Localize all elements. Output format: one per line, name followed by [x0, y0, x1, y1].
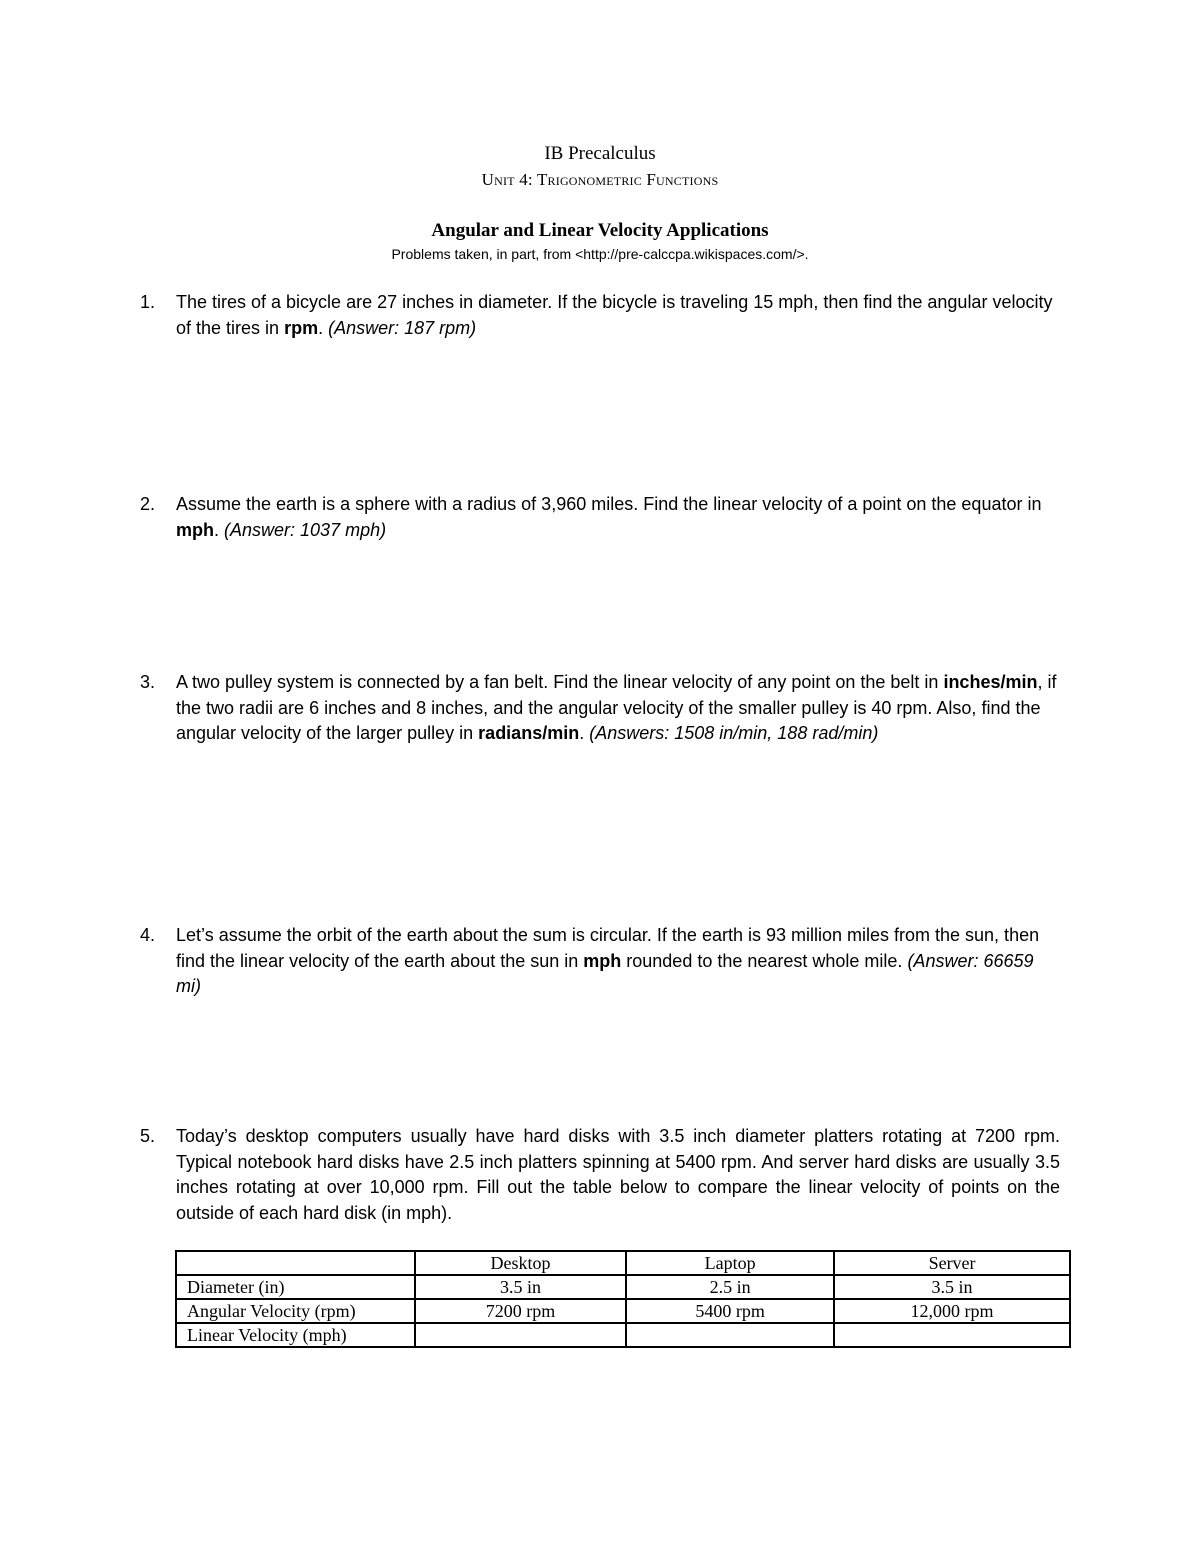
problem-1: [140, 290, 1060, 341]
problem-unit-bold: mph: [176, 519, 214, 540]
problem-text-part: .: [579, 723, 590, 743]
table-row-label: Diameter (in): [176, 1275, 415, 1299]
problem-answer: (Answer: 1037 mph): [224, 519, 387, 540]
unit-title: Unit 4: Trigonometric Functions: [481, 170, 719, 189]
table-cell: 2.5 in: [626, 1275, 834, 1299]
problem-text-part: A two pulley system is connected by a fan belt. Find the linear velocity of any point on the belt in: [176, 672, 944, 692]
problem-unit-bold: inches/min: [943, 672, 1038, 692]
problem-text-part: Let’s assume the orbit of the earth about the sum is circular. If the earth is 93 million miles from the sun, then find the linear velocity of the earth about the sun in: [176, 925, 1040, 971]
table-cell: 12,000 rpm: [834, 1299, 1070, 1323]
course-title: IB Precalculus: [544, 143, 656, 164]
table-header-cell: Server: [834, 1251, 1070, 1275]
problem-text: [176, 492, 1060, 543]
problem-text-part: rounded to the nearest whole mile.: [621, 950, 908, 971]
problem-2: [140, 492, 1060, 543]
problem-answer: (Answer: 66659 mi): [176, 950, 1034, 996]
problem-answer: (Answer: 187 rpm): [328, 317, 477, 338]
table-row: [176, 1275, 1070, 1299]
table-cell: 3.5 in: [834, 1275, 1070, 1299]
problem-unit-bold: radians/min: [478, 723, 580, 743]
problem-text-part: The tires of a bicycle are 27 inches in diameter. If the bicycle is traveling 15 mph, then find the angular velocity of the tires in: [176, 292, 1053, 338]
problem-unit-bold: rpm: [284, 317, 319, 338]
table-cell: 7200 rpm: [415, 1299, 626, 1323]
table-header-cell: [176, 1251, 415, 1275]
table-row: [176, 1299, 1070, 1323]
table-header-row: [176, 1251, 1070, 1275]
problem-text-part: Today’s desktop computers usually have hard disks with 3.5 inch diameter platters rotating at 7200 rpm. Typical notebook hard disks have 2.5 inch platters spinning at 5400 rpm. And server hard disks are usually 3.5 inches rotating at over 10,000 rpm. Fill out the table below to compare the linear velocity of points on the outside of each hard disk (in mph).: [176, 1126, 1060, 1223]
problem-4: [140, 923, 1060, 1000]
problem-text: [176, 923, 1060, 1000]
table-cell: 5400 rpm: [626, 1299, 834, 1323]
problem-text-part: .: [318, 317, 329, 338]
problem-3: [140, 670, 1060, 747]
worksheet-title: Angular and Linear Velocity Applications: [431, 220, 769, 241]
problem-text: [176, 290, 1060, 341]
problem-number: 3.: [140, 672, 156, 692]
problem-text: [176, 1124, 1060, 1226]
table-row-label: Linear Velocity (mph): [176, 1323, 415, 1347]
table-answer-cell[interactable]: [415, 1323, 626, 1347]
problem-5: [140, 1124, 1060, 1226]
table-answer-cell[interactable]: [834, 1323, 1070, 1347]
problem-text-part: Assume the earth is a sphere with a radius of 3,960 miles. Find the linear velocity of a point on the equator in: [176, 494, 1042, 514]
problem-text-part: , if the two radii are 6 inches and 8 inches, and the angular velocity of the smaller pulley is 40 rpm. Also, find the angular velocity of the larger pulley in: [176, 672, 1057, 743]
table-row: [176, 1323, 1070, 1347]
table-cell: 3.5 in: [415, 1275, 626, 1299]
problem-number: 1.: [140, 292, 156, 312]
table-row-label: Angular Velocity (rpm): [176, 1299, 415, 1323]
problem-unit-bold: mph: [583, 950, 622, 971]
problem-number: 4.: [140, 925, 156, 945]
problem-text: [176, 670, 1060, 747]
table-header-cell: Desktop: [415, 1251, 626, 1275]
table-answer-cell[interactable]: [626, 1323, 834, 1347]
problem-number: 5.: [140, 1126, 156, 1146]
table-header-cell: Laptop: [626, 1251, 834, 1275]
problem-number: 2.: [140, 494, 156, 514]
problem-text-part: .: [214, 519, 225, 540]
source-line: Problems taken, in part, from <http://pre-calccpa.wikispaces.com/>.: [391, 246, 809, 262]
problem-answer: (Answers: 1508 in/min, 188 rad/min): [589, 723, 879, 743]
velocity-table: [175, 1250, 1071, 1348]
